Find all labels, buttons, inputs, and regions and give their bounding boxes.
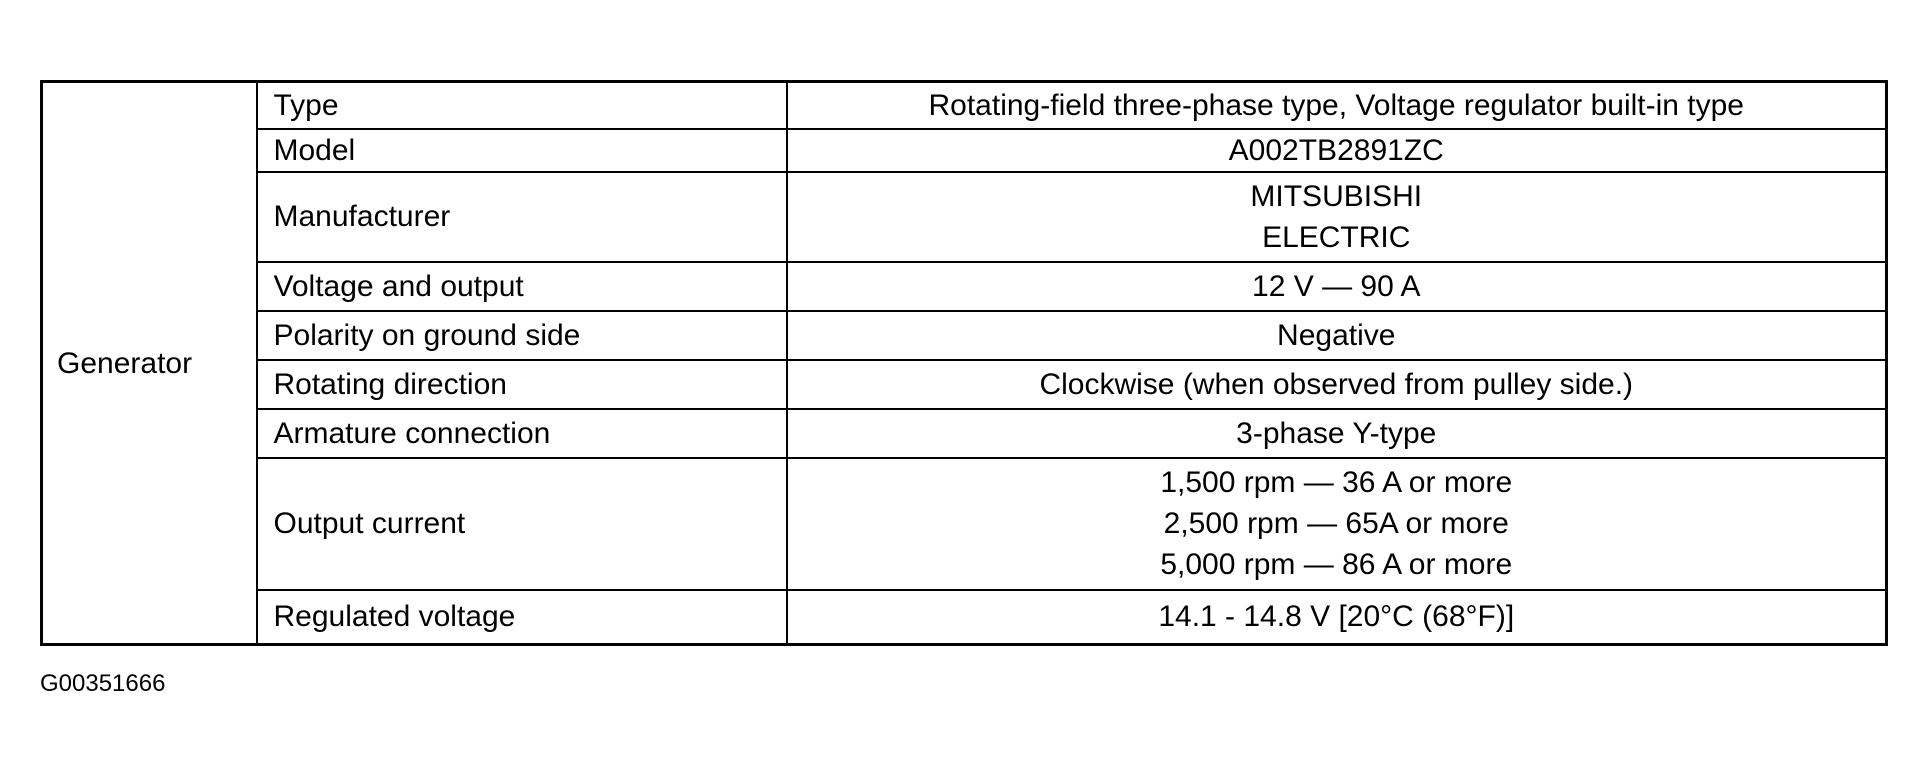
table-row: [42, 409, 1887, 458]
value-line: Negative: [1277, 318, 1396, 352]
value-cell: [787, 360, 1887, 409]
value-cell: [787, 262, 1887, 311]
figure-id: G00351666: [40, 670, 166, 697]
item-label: Voltage and output: [257, 262, 787, 311]
table-row: [42, 458, 1887, 590]
value-line: Rotating-field three-phase type, Voltage regulator built-in type: [928, 88, 1744, 122]
value-line: A002TB2891ZC: [1228, 133, 1444, 167]
value-line: 3-phase Y-type: [1236, 416, 1437, 450]
value-line: ELECTRIC: [1262, 220, 1411, 254]
value-line: 1,500 rpm — 36 A or more: [1160, 466, 1513, 499]
value-cell: [787, 129, 1887, 172]
generator-spec-table: [40, 80, 1888, 646]
table-row: [42, 590, 1887, 645]
table-row: [42, 82, 1887, 129]
table-row: [42, 262, 1887, 311]
item-label: Polarity on ground side: [257, 311, 787, 360]
value-cell: [787, 311, 1887, 360]
value-cell: [787, 82, 1887, 129]
value-line: 5,000 rpm — 86 A or more: [1160, 548, 1513, 581]
item-label: Type: [257, 82, 787, 129]
value-cell: [787, 590, 1887, 645]
item-label: Regulated voltage: [257, 590, 787, 645]
value-line: 12 V — 90 A: [1252, 269, 1421, 303]
value-line: MITSUBISHI: [1250, 179, 1423, 213]
value-cell: [787, 458, 1887, 590]
item-label: Armature connection: [257, 409, 787, 458]
value-cell: [787, 172, 1887, 262]
value-line: 14.1 - 14.8 V [20°C (68°F)]: [1158, 600, 1515, 634]
table-row: [42, 129, 1887, 172]
table-row: [42, 172, 1887, 262]
value-line: Clockwise (when observed from pulley side.): [1039, 367, 1634, 401]
group-label: Generator: [42, 82, 257, 645]
item-label: Output current: [257, 458, 787, 590]
table-row: [42, 360, 1887, 409]
item-label: Rotating direction: [257, 360, 787, 409]
item-label: Model: [257, 129, 787, 172]
item-label: Manufacturer: [257, 172, 787, 262]
value-cell: [787, 409, 1887, 458]
value-line: 2,500 rpm — 65A or more: [1163, 507, 1509, 540]
table-row: [42, 311, 1887, 360]
